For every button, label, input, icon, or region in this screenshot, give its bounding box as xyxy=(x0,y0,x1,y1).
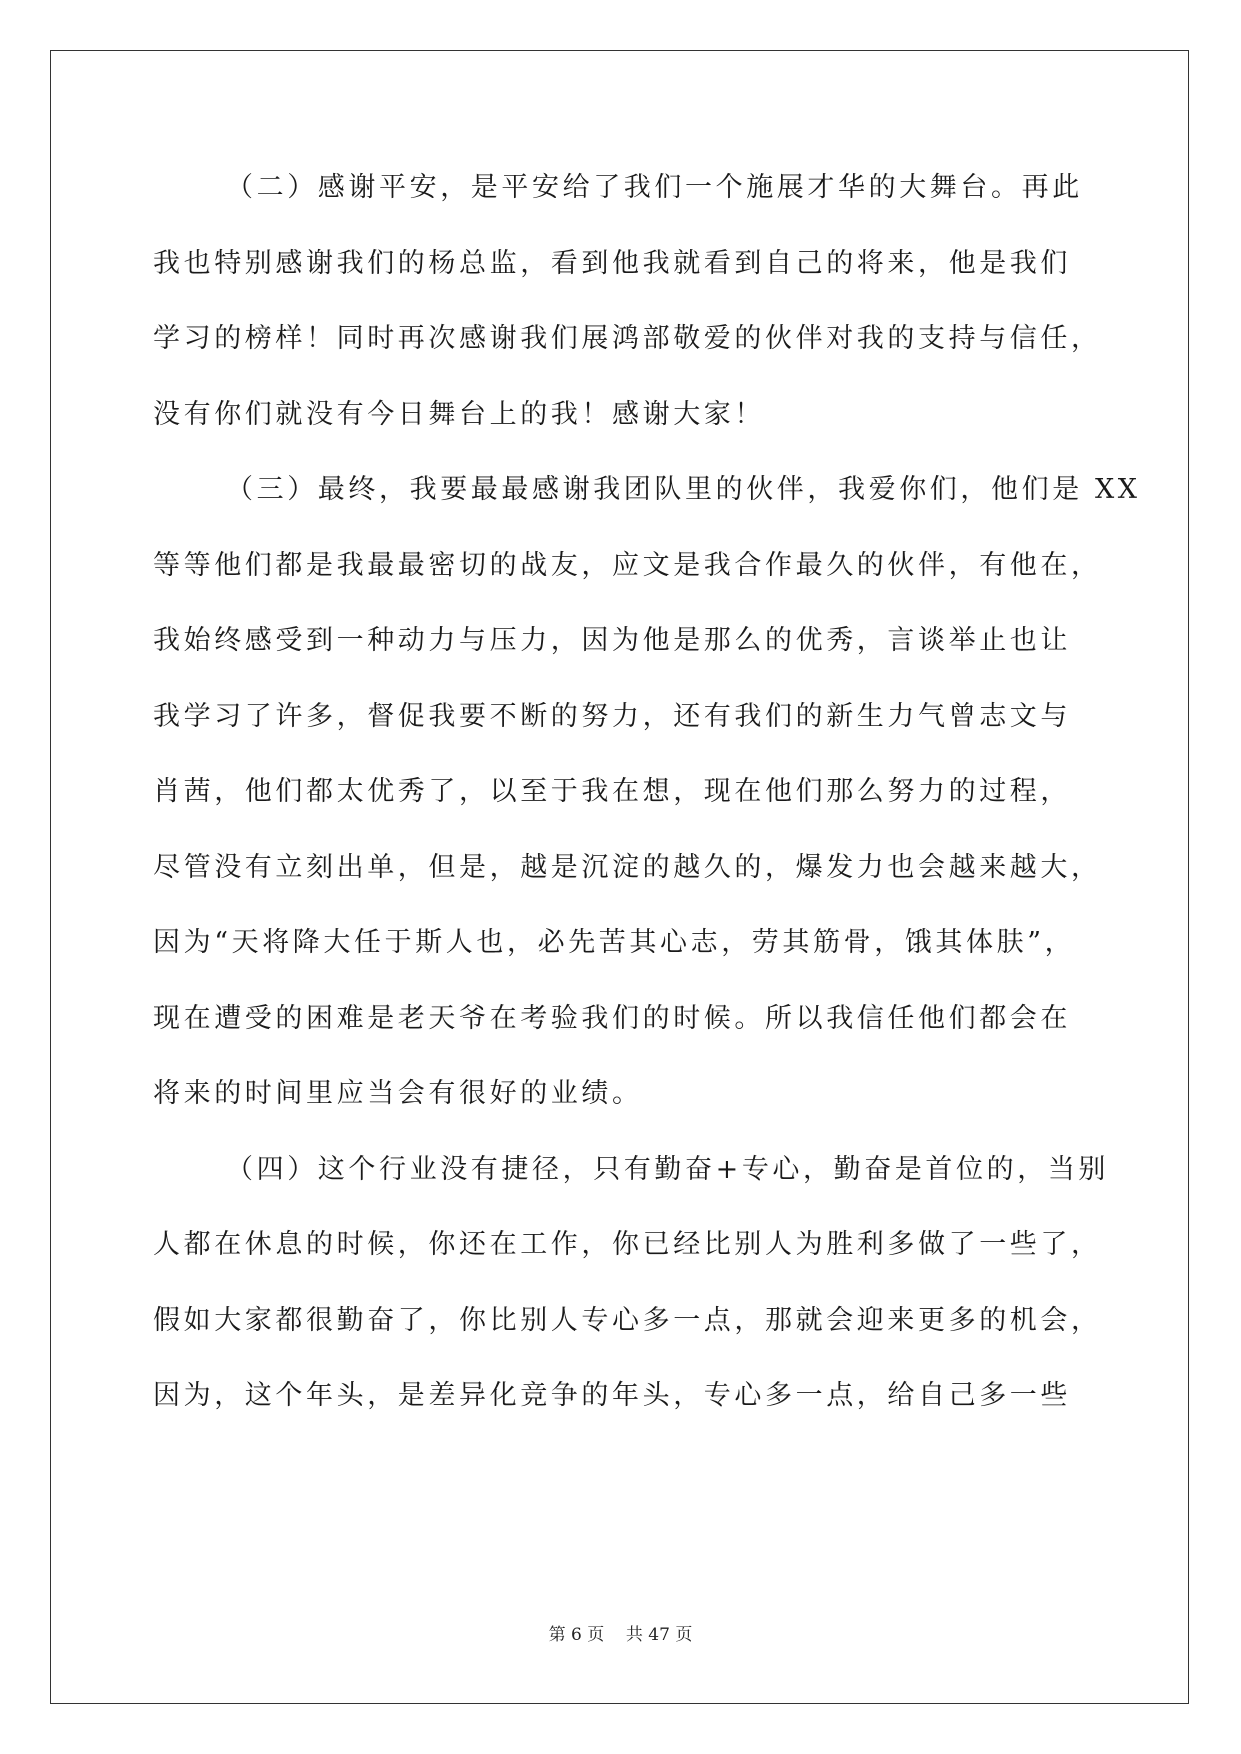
paragraph-3-line-8: 现在遭受的困难是老天爷在考验我们的时候。所以我信任他们都会在 xyxy=(153,1002,1071,1034)
paragraph-3-line-4: 我学习了许多，督促我要不断的努力，还有我们的新生力气曾志文与 xyxy=(153,700,1071,732)
paragraph-4-line-3: 假如大家都很勤奋了，你比别人专心多一点，那就会迎来更多的机会， xyxy=(153,1304,1102,1336)
paragraph-3-line-1: （三）最终，我要最最感谢我团队里的伙伴，我爱你们，他们是 XX xyxy=(226,474,1141,505)
paragraph-3-line-9: 将来的时间里应当会有很好的业绩。 xyxy=(153,1078,643,1109)
page-number-footer: 第 6 页 共 47 页 xyxy=(548,1625,693,1645)
paragraph-3-line-7: 因为“天将降大任于斯人也，必先苦其心志，劳其筋骨，饿其体肤”， xyxy=(153,927,1076,958)
paragraph-3-line-2: 等等他们都是我最最密切的战友，应文是我合作最久的伙伴，有他在， xyxy=(153,549,1102,581)
paragraph-3-line-6: 尽管没有立刻出单，但是，越是沉淀的越久的，爆发力也会越来越大， xyxy=(153,851,1102,883)
document-body xyxy=(153,168,1141,1452)
paragraph-4-line-2: 人都在休息的时候，你还在工作，你已经比别人为胜利多做了一些了， xyxy=(153,1229,1102,1260)
paragraph-3-line-3: 我始终感受到一种动力与压力，因为他是那么的优秀，言谈举止也让 xyxy=(153,625,1071,656)
paragraph-4-line-4: 因为，这个年头，是差异化竞争的年头，专心多一点，给自己多一些 xyxy=(153,1380,1071,1411)
paragraph-2-line-4: 没有你们就没有今日舞台上的我！感谢大家！ xyxy=(153,398,765,430)
paragraph-3-line-5: 肖茜，他们都太优秀了，以至于我在想，现在他们那么努力的过程， xyxy=(153,776,1071,807)
paragraph-2-line-2: 我也特别感谢我们的杨总监，看到他我就看到自己的将来，他是我们 xyxy=(153,247,1071,279)
paragraph-2-line-1: （二）感谢平安，是平安给了我们一个施展才华的大舞台。再此 xyxy=(226,172,1083,203)
paragraph-4-line-1: （四）这个行业没有捷径，只有勤奋+专心，勤奋是首位的，当别 xyxy=(226,1153,1110,1185)
paragraph-2-line-3: 学习的榜样！同时再次感谢我们展鸿部敬爱的伙伴对我的支持与信任， xyxy=(153,323,1102,354)
